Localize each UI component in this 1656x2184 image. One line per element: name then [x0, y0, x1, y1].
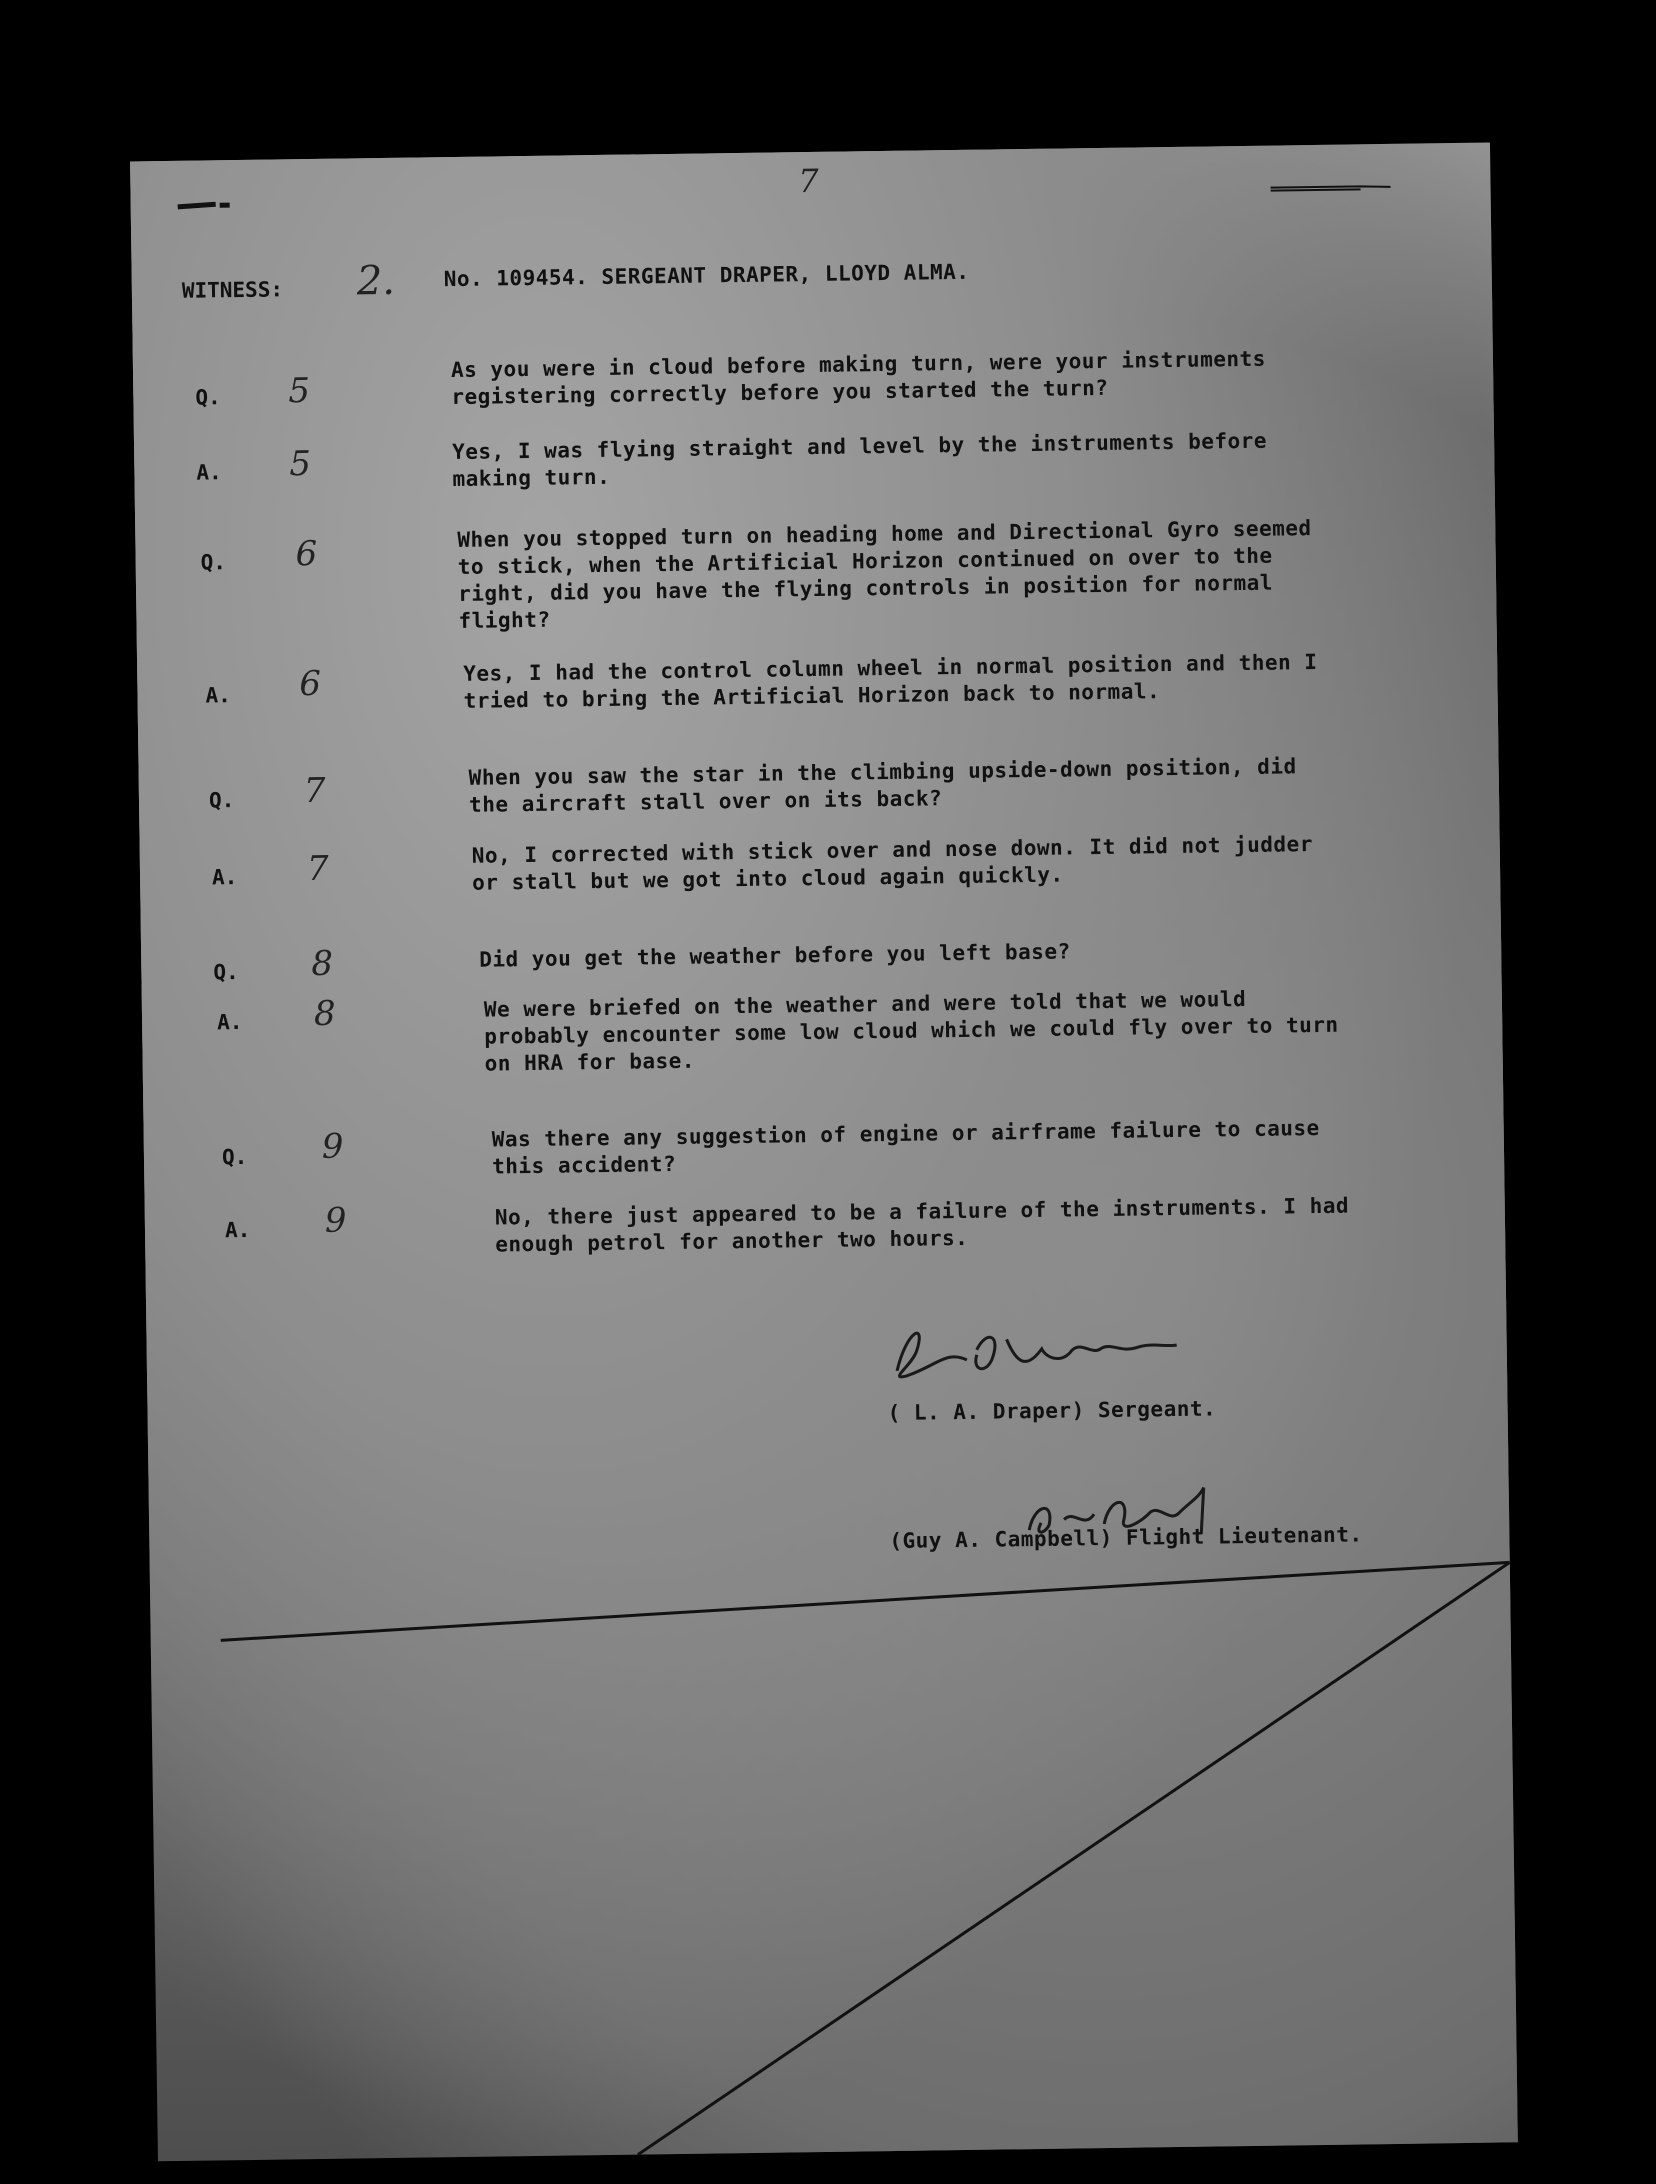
signature-campbell-typed: (Guy A. Campbell) Flight Lieutenant.	[889, 1522, 1363, 1554]
q9-number: 9	[321, 1126, 344, 1167]
a6-text: Yes, I had the control column wheel in normal position and then I tried to bring the Artificial Horizon back to normal.	[463, 649, 1318, 713]
signature-draper-typed: ( L. A. Draper) Sergeant.	[887, 1396, 1217, 1426]
a5-label: A.	[196, 460, 222, 485]
page-number: 7	[798, 161, 820, 201]
a8-label: A.	[216, 1010, 243, 1035]
a9-label: A.	[224, 1217, 251, 1243]
a6-number: 6	[299, 663, 322, 705]
q8-label: Q.	[213, 960, 239, 985]
q7-label: Q.	[208, 788, 235, 813]
witness-name: No. 109454. SERGEANT DRAPER, LLOYD ALMA.	[443, 259, 970, 292]
q9-text: Was there any suggestion of engine or airframe failure to cause this accident?	[491, 1115, 1320, 1179]
q5-text: As you were in cloud before making turn, were your instruments registering correctly before you started the turn?	[450, 346, 1266, 410]
a9-number: 9	[324, 1200, 347, 1241]
document-page	[130, 143, 1518, 2162]
q5-number: 5	[288, 371, 311, 412]
q7-number: 7	[303, 770, 326, 812]
a7-number: 7	[306, 848, 329, 890]
signature-draper	[876, 1307, 1197, 1391]
a8-number: 8	[313, 993, 336, 1035]
witness-label: WITNESS:	[181, 277, 284, 303]
corner-mark-right	[1270, 180, 1400, 196]
q6-number: 6	[295, 533, 318, 575]
q5-label: Q.	[195, 385, 221, 410]
a7-text: No, I corrected with stick over and nose down. It did not judder or stall but we got into cloud again quickly.	[471, 832, 1314, 895]
a5-text: Yes, I was flying straight and level by the instruments before making turn.	[451, 428, 1268, 492]
q7-text: When you saw the star in the climbing upside-down position, did the aircraft stall over on its back?	[468, 754, 1297, 817]
a6-label: A.	[205, 683, 231, 708]
corner-mark-left	[176, 198, 236, 213]
q9-label: Q.	[221, 1144, 248, 1170]
witness-number: 2.	[356, 257, 396, 305]
q6-label: Q.	[200, 550, 227, 575]
q6-text: When you stopped turn on heading home and Directional Gyro seemed to stick, when the Artificial Horizon continued on over to the right, did you have the flying controls in position for normal flight?	[457, 516, 1312, 633]
a5-number: 5	[289, 444, 312, 485]
q8-text: Did you get the weather before you left base?	[479, 939, 1071, 972]
a9-text: No, there just appeared to be a failure of the instruments. I had enough petrol for another two hours.	[494, 1193, 1350, 1257]
strike-lines	[150, 1542, 1518, 2161]
q8-number: 8	[311, 943, 334, 985]
a7-label: A.	[211, 865, 238, 890]
a8-text: We were briefed on the weather and were told that we would probably encounter some low cloud which we could fly over to turn on HRA for base.	[483, 986, 1339, 1076]
